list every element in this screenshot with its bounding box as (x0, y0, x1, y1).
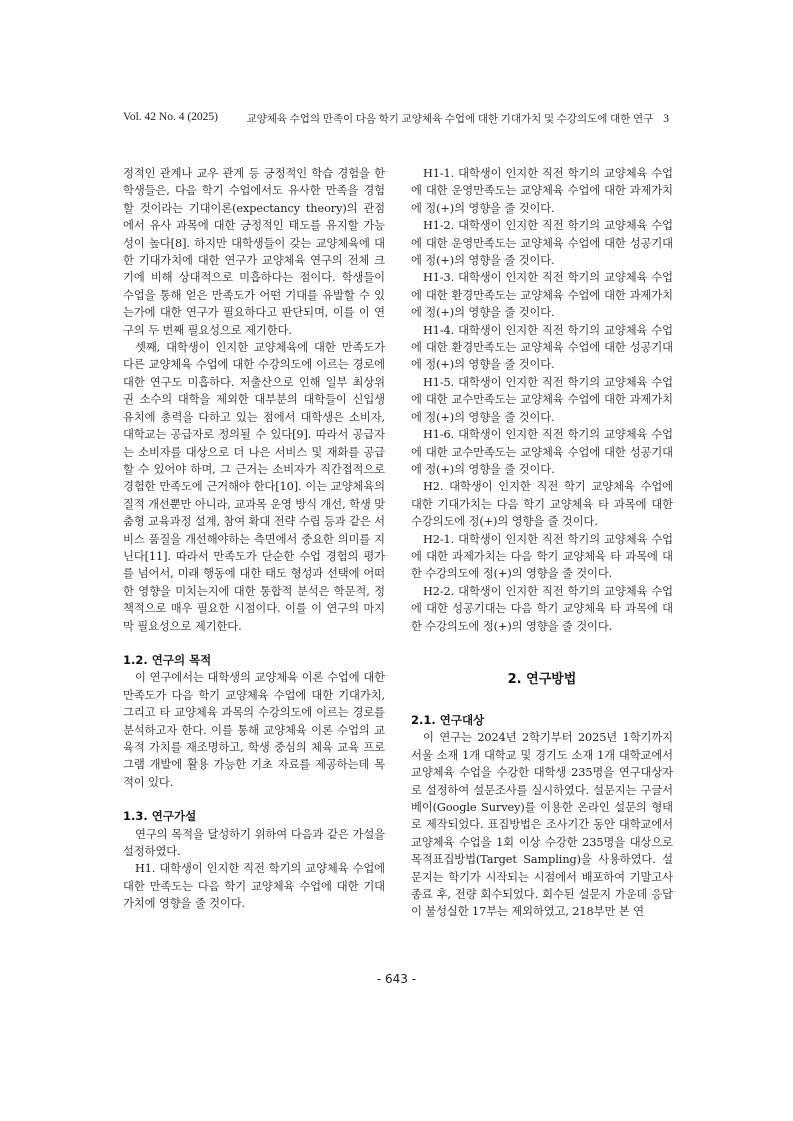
body-paragraph: 연구의 목적을 달성하기 위하여 다음과 같은 가설을 설정하였다. (123, 827, 385, 859)
hypothesis-h1-5: H1-5. 대학생이 인지한 직전 학기의 교양체육 수업에 대한 교수만족도는 교양체육 수업에 대한 과제가치에 정(+)의 영향을 줄 것이다. (411, 375, 673, 424)
hypothesis-h1-3: H1-3. 대학생이 인지한 직전 학기의 교양체육 수업에 대한 환경만족도는 교양체육 수업에 대한 과제가치에 정(+)의 영향을 줄 것이다. (411, 271, 673, 320)
hypothesis-h2-2: H2-2. 대학생이 인지한 직전 학기의 교양체육 수업에 대한 성공기대는 다음 학기 교양체육 타 과목에 대한 수강의도에 정(+)의 영향을 줄 것이다. (411, 584, 673, 633)
section-heading-1-2: 1.2. 연구의 목적 (123, 652, 212, 667)
hypothesis-h1-6: H1-6. 대학생이 인지한 직전 학기의 교양체육 수업에 대한 교수만족도는 교양체육 수업에 대한 성공기대에 정(+)의 영향을 줄 것이다. (411, 428, 673, 476)
header-page-number: 3 (663, 113, 669, 125)
hypothesis-h1-2: H1-2. 대학생이 인지한 직전 학기의 교양체육 수업에 대한 운영만족도는 교양체육 수업에 대한 성공기대에 정(+)의 영향을 줄 것이다. (411, 219, 673, 268)
running-header (123, 111, 669, 127)
right-column (411, 165, 673, 921)
section-heading-2: 2. 연구방법 (507, 671, 577, 687)
body-paragraph: 셋째, 대학생이 인지한 교양체육에 대한 만족도가 다른 교양체육 수업에 대한 수강의도에 이르는 경로에 대한 연구도 미흡하다. 저출산으로 인해 일부 최상위권 소수의 대학을 제외한 대부분의 대학들이 신입생 유치에 총력을 다하고 있는 점에서 대학생은 소비자, 대학교는 공급자로 정의될 수 있다[9]. 따라서 공급자는 소비자를 대상으로 더 나은 서비스 및 재화를 공급할 수 있어야 하며, 그 근거는 소비자가 직간접적으로 경험한 만족도에 근거해야 한다[10]. 이는 교양체육의 질적 개선뿐만 아니라, 교과목 운영 방식 개선, 학생 맞춤형 교육과정 설계, 참여 확대 전략 수립 등과 같은 서비스 품질을 개선해야하는 측면에서 중요한 의미를 지닌다[11]. 따라서 만족도가 단순한 수업 경험의 평가를 넘어서, 미래 행동에 대한 태도 형성과 선택에 어떠한 영향을 미치는지에 대한 통합적 분석은 학문적, 정책적으로 매우 필요한 시점이다. 이를 이 연구의 마지막 필요성으로 제기한다. (123, 341, 385, 633)
hypothesis-h1-1: H1-1. 대학생이 인지한 직전 학기의 교양체육 수업에 대한 운영만족도는 교양체육 수업에 대한 과제가치에 정(+)의 영향을 줄 것이다. (411, 167, 673, 215)
section-heading-2-1: 2.1. 연구대상 (411, 712, 485, 727)
journal-volume: Vol. 42 No. 4 (2025) (123, 111, 218, 123)
hypothesis-h1-4: H1-4. 대학생이 인지한 직전 학기의 교양체육 수업에 대한 환경만족도는 교양체육 수업에 대한 성공기대에 정(+)의 영향을 줄 것이다. (411, 323, 673, 372)
running-title: 교양체육 수업의 만족이 다음 학기 교양체육 수업에 대한 기대가치 및 수강의도에 대한 연구 (246, 114, 654, 125)
left-column (123, 165, 385, 913)
hypothesis-h2: H2. 대학생이 인지한 직전 학기 교양체육 수업에 대한 기대가치는 다음 학기 교양체육 타 과목에 대한 수강의도에 정(+)의 영향을 줄 것이다. (411, 480, 673, 529)
body-paragraph: 이 연구는 2024년 2학기부터 2025년 1학기까지 서울 소재 1개 대학교 및 경기도 소재 1개 대학교에서 교양체육 수업을 수강한 대학생 235명을 연구대상자로 설정하여 설문조사를 실시하였다. 설문지는 구글서베이(Google Survey)를 이용한 온라인 설문의 형태로 제작되었다. 표집방법은 조사기간 동안 대학교에서 교양체육 수업을 1회 이상 수강한 235명을 대상으로 목적표집방법(Target Sampling)을 사용하였다. 설문지는 학기가 시작되는 시점에서 배포하여 기말고사 종료 후, 전량 회수되었다. 회수된 설문지 가운데 응답이 불성실한 17부는 제외하였고, 218부만 본 연 (411, 731, 673, 919)
hypothesis-h2-1: H2-1. 대학생이 인지한 직전 학기의 교양체육 수업에 대한 과제가치는 다음 학기 교양체육 타 과목에 대한 수강의도에 정(+)의 영향을 줄 것이다. (411, 532, 673, 581)
running-title-block (246, 111, 669, 126)
body-paragraph: 이 연구에서는 대학생의 교양체육 이론 수업에 대한 만족도가 다음 학기 교양체육 수업에 대한 기대가치, 그리고 타 교양체육 과목의 수강의도에 이르는 경로를 분석하고자 한다. 이를 통해 교양체육 이론 수업의 교육적 가치를 재조명하고, 학생 중심의 체육 교육 프로그램 개발에 활용 가능한 기초 자료를 제공하는데 목적이 있다. (123, 671, 385, 789)
hypothesis-h1: H1. 대학생이 인지한 직전 학기의 교양체육 수업에 대한 만족도는 다음 학기 교양체육 수업에 대한 기대가치에 영향을 줄 것이다. (123, 862, 385, 911)
page-footer-number: - 643 - (376, 972, 417, 986)
section-heading-1-3: 1.3. 연구가설 (123, 809, 197, 824)
body-paragraph: 정적인 관계나 교우 관계 등 긍정적인 학습 경험을 한 학생들은, 다음 학기 수업에서도 유사한 만족을 경험할 것이라는 기대이론(expectancy theory)의 관점에서 유사 과목에 대한 긍정적인 태도를 유지할 가능성이 높다[8]. 하지만 대학생들이 갖는 교양체육에 대한 기대가치에 대한 연구가 교양체육 연구의 전체 크기에 비해 상대적으로 미흡하다는 점이다. 학생들이 수업을 통해 얻은 만족도가 어떤 기대를 유발할 수 있는가에 대한 연구가 필요하다고 판단되며, 이를 이 연구의 두 번째 필요성으로 제기한다. (123, 167, 385, 337)
